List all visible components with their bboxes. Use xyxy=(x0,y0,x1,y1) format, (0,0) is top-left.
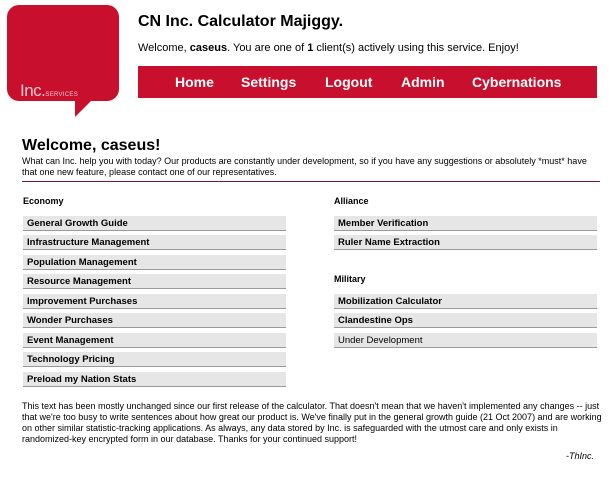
username: caseus xyxy=(189,42,228,54)
menu-ruler-name-extraction[interactable]: Ruler Name Extraction xyxy=(334,235,597,250)
main-nav xyxy=(138,66,597,98)
menu-technology-pricing[interactable]: Technology Pricing xyxy=(23,352,286,367)
signature: -ThInc. xyxy=(566,451,595,461)
page-title: Welcome, caseus! xyxy=(22,137,161,154)
brand-logo xyxy=(7,5,119,101)
menu-preload-nation-stats[interactable]: Preload my Nation Stats xyxy=(23,372,286,387)
menu-wonder-purchases[interactable]: Wonder Purchases xyxy=(23,313,286,328)
nav-logout-link[interactable]: Logout xyxy=(325,74,373,90)
menu-infrastructure-management[interactable]: Infrastructure Management xyxy=(23,235,286,250)
footer-text: This text has been mostly unchanged since our first release of the calculator. That doesn't mean that we haven't implemented any changes -- just that we're too busy to write sentences about how great our product is. We've finally put in the general growth guide (21 Oct 2007) and are working on other similar statistic-tracking applications. As always, any data stored by Inc. is safeguarded with the utmost care and only exists in randomized-key encrypted form in our database. Thanks for your continued support! xyxy=(22,401,602,444)
divider xyxy=(22,181,600,182)
alliance-section-title: Alliance xyxy=(334,196,369,206)
menu-clandestine-ops[interactable]: Clandestine Ops xyxy=(334,313,597,328)
menu-under-development: Under Development xyxy=(334,333,597,348)
nav-admin-link[interactable]: Admin xyxy=(401,74,445,90)
menu-general-growth-guide[interactable]: General Growth Guide xyxy=(23,216,286,231)
welcome-line: Welcome, caseus. You are one of 1 client(s) actively using this service. Enjoy! xyxy=(138,42,519,54)
menu-event-management[interactable]: Event Management xyxy=(23,333,286,348)
menu-population-management[interactable]: Population Management xyxy=(23,255,286,270)
site-title: CN Inc. Calculator Majiggy. xyxy=(138,13,344,30)
logo-text: Inc.SERVICES xyxy=(20,81,79,100)
logo-speech-tail xyxy=(75,99,93,117)
intro-text: What can Inc. help you with today? Our products are constantly under development, so if you have any suggestions or absolutely *must* have that one new feature, please contact one of our representatives. xyxy=(22,156,587,177)
menu-mobilization-calculator[interactable]: Mobilization Calculator xyxy=(334,294,597,309)
menu-member-verification[interactable]: Member Verification xyxy=(334,216,597,231)
client-count: 1 xyxy=(307,42,314,54)
economy-section-title: Economy xyxy=(23,196,64,206)
nav-settings-link[interactable]: Settings xyxy=(241,74,297,90)
nav-cybernations-link[interactable]: Cybernations xyxy=(472,74,562,90)
menu-resource-management[interactable]: Resource Management xyxy=(23,274,286,289)
menu-improvement-purchases[interactable]: Improvement Purchases xyxy=(23,294,286,309)
nav-home-link[interactable]: Home xyxy=(175,74,214,90)
military-section-title: Military xyxy=(334,274,366,284)
